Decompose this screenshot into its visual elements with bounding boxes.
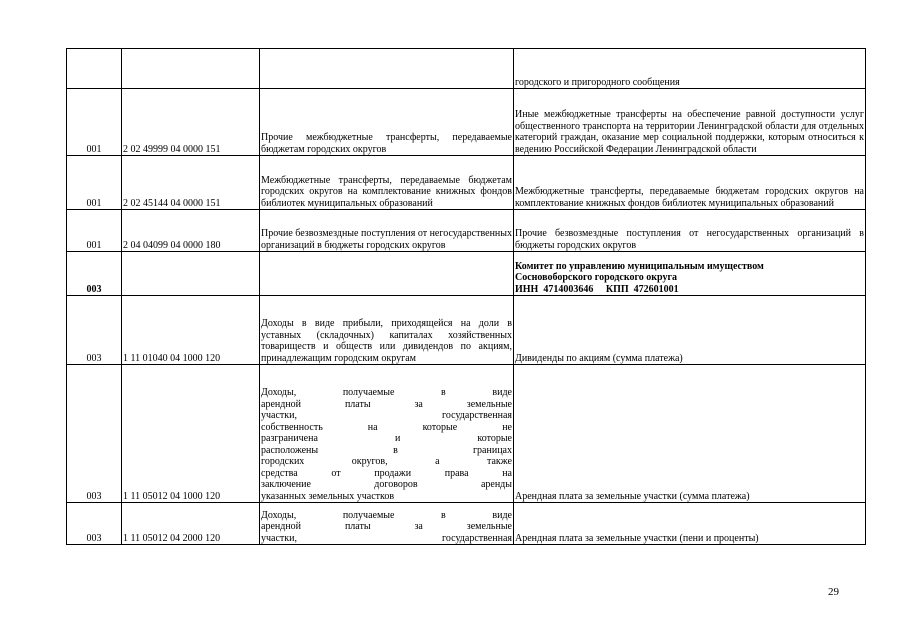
revenue-description-cell: Межбюджетные трансферты, передаваемые бюджетам городских округов на комплектование книжных фондов библиотек муниципальных образований bbox=[514, 156, 866, 210]
name-line: собственность на которые не bbox=[261, 421, 512, 433]
admin-code-cell: 003 bbox=[67, 365, 122, 503]
revenue-name-cell bbox=[260, 49, 514, 89]
admin-code-cell: 001 bbox=[67, 156, 122, 210]
table-row bbox=[67, 156, 866, 210]
kbk-code-cell: 1 11 05012 04 1000 120 bbox=[122, 365, 260, 503]
admin-code-cell: 001 bbox=[67, 210, 122, 252]
revenue-codes-table bbox=[66, 48, 866, 545]
revenue-description-cell: Арендная плата за земельные участки (пени и проценты) bbox=[514, 503, 866, 545]
kbk-code-cell: 2 04 04099 04 0000 180 bbox=[122, 210, 260, 252]
name-line: заключение договоров аренды bbox=[261, 479, 512, 490]
name-line: участки, государственная bbox=[261, 410, 512, 421]
name-line: Доходы, получаемые в виде bbox=[261, 387, 512, 398]
table-row bbox=[67, 503, 866, 545]
revenue-description-cell: Прочие безвозмездные поступления от негосударственных организаций в бюджеты городских округов bbox=[514, 210, 866, 252]
page-number: 29 bbox=[828, 586, 839, 598]
revenue-name-cell: Прочие межбюджетные трансферты, передаваемые бюджетам городских округов bbox=[260, 89, 514, 156]
admin-code-cell: 003 bbox=[67, 503, 122, 545]
name-line: Доходы, получаемые в виде bbox=[261, 509, 512, 521]
name-line: арендной платы за земельные bbox=[261, 398, 512, 410]
committee-name-line-1: Комитет по управлению муниципальным имуществом bbox=[515, 260, 764, 272]
table-row bbox=[67, 365, 866, 503]
table-row bbox=[67, 296, 866, 365]
kbk-code-cell: 1 11 05012 04 2000 120 bbox=[122, 503, 260, 545]
admin-code-cell: 001 bbox=[67, 89, 122, 156]
kbk-code-cell: 1 11 01040 04 1000 120 bbox=[122, 296, 260, 365]
revenue-description-cell: Арендная плата за земельные участки (сумма платежа) bbox=[514, 365, 866, 503]
name-line: средства от продажи права на bbox=[261, 467, 512, 479]
name-line: городских округов, а также bbox=[261, 456, 512, 467]
revenue-name-cell bbox=[260, 252, 514, 296]
table-row bbox=[67, 89, 866, 156]
revenue-name-cell: Доходы в виде прибыли, приходящейся на доли в уставных (складочных) капиталах хозяйственных товариществ и обществ или дивидендов по акциям, принадлежащим городским округам bbox=[260, 296, 514, 365]
table-row bbox=[67, 49, 866, 89]
kbk-code-cell bbox=[122, 49, 260, 89]
revenue-name-cell bbox=[260, 365, 514, 503]
kbk-code-cell bbox=[122, 252, 260, 296]
revenue-name-cell: Прочие безвозмездные поступления от негосударственных организаций в бюджеты городских округов bbox=[260, 210, 514, 252]
name-line: указанных земельных участков bbox=[261, 490, 395, 502]
name-line: разграничена и которые bbox=[261, 433, 512, 444]
admin-code-cell: 003 bbox=[67, 296, 122, 365]
table-row bbox=[67, 210, 866, 252]
committee-heading-cell bbox=[514, 252, 866, 296]
committee-name-line-2: Сосновоборского городского округа bbox=[515, 272, 678, 283]
name-line: участки, государственная bbox=[261, 532, 512, 544]
kbk-code-cell: 2 02 45144 04 0000 151 bbox=[122, 156, 260, 210]
admin-code-cell bbox=[67, 49, 122, 89]
revenue-name-cell: Межбюджетные трансферты, передаваемые бюджетам городских округов на комплектование книжных фондов библиотек муниципальных образований bbox=[260, 156, 514, 210]
revenue-description-cell: Дивиденды по акциям (сумма платежа) bbox=[514, 296, 866, 365]
name-line: арендной платы за земельные bbox=[261, 521, 512, 532]
revenue-description-cell: городского и пригородного сообщения bbox=[514, 49, 866, 89]
table-row-committee-header bbox=[67, 252, 866, 296]
name-line: расположены в границах bbox=[261, 444, 512, 456]
revenue-description-cell: Иные межбюджетные трансферты на обеспечение равной доступности услуг общественного транспорта на территории Ленинградской области для отдельных категорий граждан, оказание мер социальной поддержки, которым относиться к ведению Российской Федерации Ленинградской области bbox=[514, 89, 866, 156]
committee-tax-ids: ИНН 4714003646 КПП 472601001 bbox=[515, 283, 679, 295]
kbk-code-cell: 2 02 49999 04 0000 151 bbox=[122, 89, 260, 156]
revenue-name-cell bbox=[260, 503, 514, 545]
admin-code-cell: 003 bbox=[67, 252, 122, 296]
